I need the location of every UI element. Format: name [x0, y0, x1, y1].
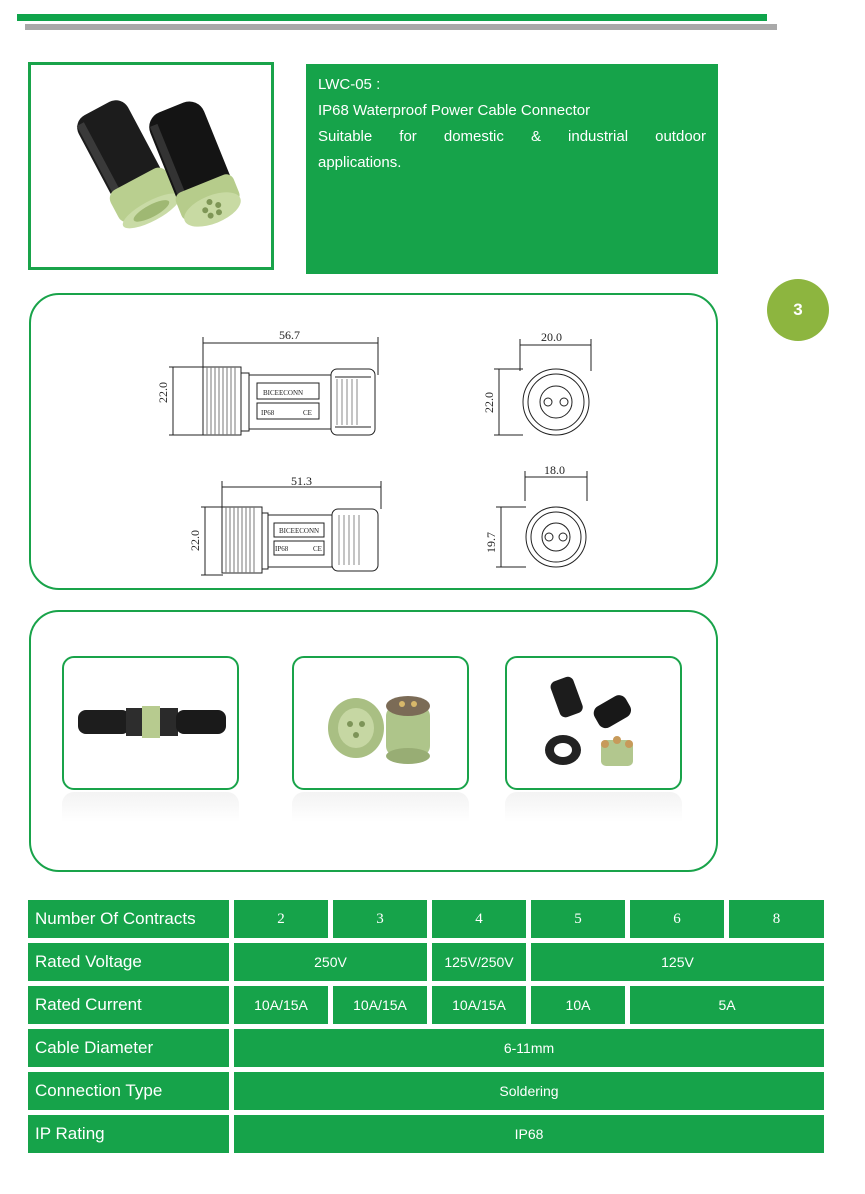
top-end-width-label: 20.0	[541, 330, 562, 344]
product-title: IP68 Waterproof Power Cable Connector	[318, 102, 591, 119]
bottom-rating-label: IP68	[275, 545, 289, 553]
bottom-ce-label: CE	[313, 545, 322, 553]
bottom-side-height-label: 22.0	[188, 530, 202, 551]
dimension-drawings-panel	[29, 293, 718, 590]
gallery-thumb-parts	[505, 656, 682, 790]
assembled-connector-image	[64, 658, 237, 788]
dimension-drawings	[31, 295, 716, 588]
spec-voltage-value: 125V/250V	[432, 943, 526, 981]
spec-voltage-value: 250V	[234, 943, 427, 981]
spec-label-contracts: Number Of Contracts	[28, 900, 229, 938]
spec-current-value: 5A	[630, 986, 824, 1024]
top-rating-label: IP68	[261, 409, 275, 417]
top-side-length-label: 56.7	[279, 328, 300, 342]
gallery-reflection	[505, 792, 682, 822]
plug-heads-image	[294, 658, 467, 788]
spec-current-value: 10A/15A	[234, 986, 328, 1024]
spec-voltage-value: 125V	[531, 943, 824, 981]
product-photo-connector-pair	[31, 65, 271, 267]
spec-current-value: 10A/15A	[333, 986, 427, 1024]
gallery-reflection	[292, 792, 469, 822]
spec-label-connection: Connection Type	[28, 1072, 229, 1110]
spec-current-value: 10A	[531, 986, 625, 1024]
spec-label-current: Rated Current	[28, 986, 229, 1024]
product-description-line2: applications.	[318, 154, 402, 171]
top-end-view-drawing	[494, 339, 591, 435]
product-photo-frame	[28, 62, 274, 270]
bottom-end-width-label: 18.0	[544, 463, 565, 477]
product-intro-panel	[306, 64, 718, 274]
gallery-thumb-plugs	[292, 656, 469, 790]
disassembled-parts-image	[507, 658, 680, 788]
top-side-height-label: 22.0	[156, 382, 170, 403]
bottom-end-view-drawing	[496, 471, 587, 567]
spec-connection-value: Soldering	[234, 1072, 824, 1110]
header-shadow-bar	[25, 24, 777, 30]
product-description-line1: Suitable for domestic & industrial outdoor	[318, 128, 706, 145]
spec-contracts-value: 3	[333, 900, 427, 938]
gallery-thumb-assembled	[62, 656, 239, 790]
top-brand-label: BICEECONN	[263, 389, 304, 397]
top-ce-label: CE	[303, 409, 312, 417]
spec-ip-value: IP68	[234, 1115, 824, 1153]
spec-label-voltage: Rated Voltage	[28, 943, 229, 981]
bottom-brand-label: BICEECONN	[279, 527, 320, 535]
spec-current-value: 10A/15A	[432, 986, 526, 1024]
spec-contracts-value: 4	[432, 900, 526, 938]
spec-contracts-value: 5	[531, 900, 625, 938]
spec-contracts-value: 2	[234, 900, 328, 938]
top-side-view-drawing	[169, 337, 378, 435]
spec-label-diameter: Cable Diameter	[28, 1029, 229, 1067]
page-number-badge: 3	[767, 279, 829, 341]
spec-contracts-value: 6	[630, 900, 724, 938]
top-end-height-label: 22.0	[482, 392, 496, 413]
gallery-reflection	[62, 792, 239, 822]
bottom-side-length-label: 51.3	[291, 474, 312, 488]
spec-label-ip: IP Rating	[28, 1115, 229, 1153]
spec-diameter-value: 6-11mm	[234, 1029, 824, 1067]
spec-contracts-value: 8	[729, 900, 824, 938]
header-accent-bar	[17, 14, 767, 21]
model-number: LWC-05 :	[318, 76, 381, 93]
bottom-end-height-label: 19.7	[484, 532, 498, 553]
